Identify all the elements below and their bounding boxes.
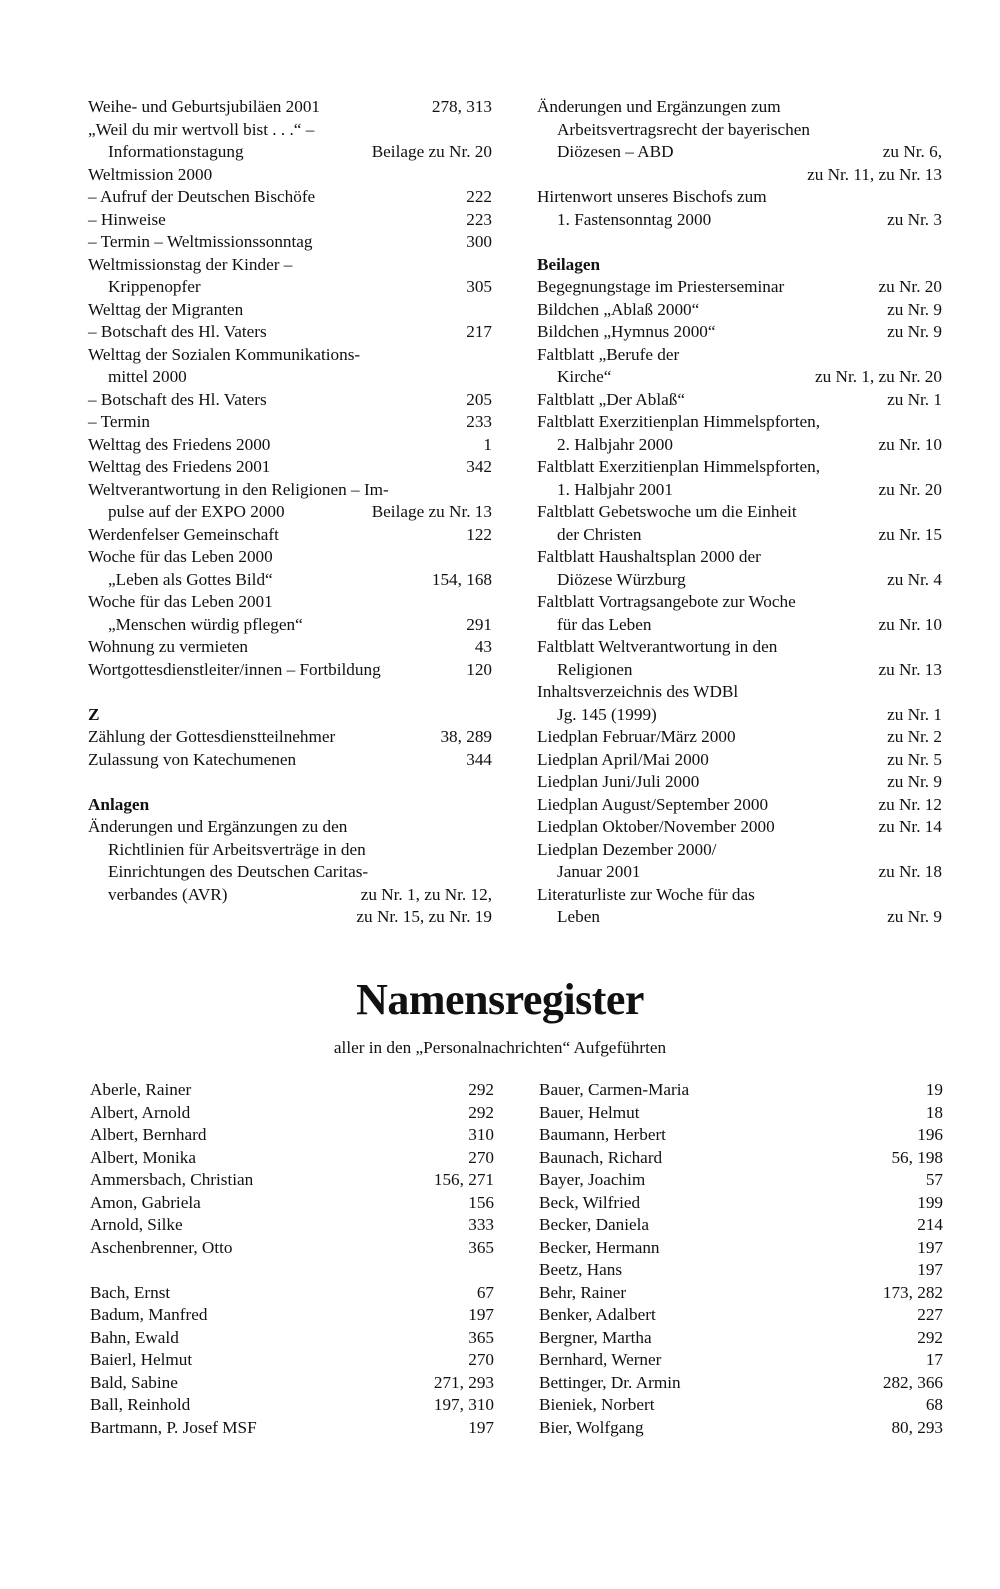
entry-reference: 57 bbox=[925, 1170, 943, 1189]
name-entry bbox=[90, 1147, 494, 1170]
entry-text: Benker, Adalbert bbox=[539, 1305, 656, 1324]
section-heading bbox=[88, 704, 492, 727]
index-entry bbox=[537, 164, 942, 187]
entry-text: Januar 2001 bbox=[557, 862, 641, 881]
index-entry bbox=[537, 479, 942, 502]
register-title: Namensregister bbox=[356, 975, 644, 1024]
entry-reference: 1 bbox=[483, 434, 492, 454]
entry-reference: zu Nr. 2 bbox=[887, 727, 942, 746]
index-entry bbox=[537, 96, 942, 119]
entry-text: Religionen bbox=[557, 659, 633, 679]
entry-reference: zu Nr. 1, zu Nr. 12, bbox=[360, 884, 492, 904]
index-entry bbox=[88, 411, 492, 434]
index-entry bbox=[537, 771, 942, 794]
index-entry bbox=[88, 726, 492, 749]
entry-text: Behr, Rainer bbox=[539, 1282, 627, 1302]
name-entry bbox=[90, 1372, 494, 1395]
entry-reference: 344 bbox=[466, 749, 492, 769]
entry-text: Bauer, Helmut bbox=[539, 1102, 640, 1122]
entry-reference: 278, 313 bbox=[431, 97, 492, 116]
entry-reference: 156, 271 bbox=[433, 1170, 494, 1189]
index-entry bbox=[88, 614, 492, 637]
entry-text: Badum, Manfred bbox=[90, 1305, 208, 1324]
index-entry bbox=[88, 209, 492, 232]
entry-text: Bieniek, Norbert bbox=[539, 1395, 655, 1414]
entry-text: Informationstagung bbox=[108, 142, 244, 161]
entry-reference: zu Nr. 20 bbox=[878, 277, 942, 296]
name-entry bbox=[539, 1417, 943, 1440]
entry-text: Begegnungstage im Priesterseminar bbox=[537, 277, 785, 296]
entry-reference: zu Nr. 9 bbox=[887, 322, 942, 341]
entry-text: Hirtenwort unseres Bischofs zum bbox=[537, 187, 767, 206]
entry-reference: zu Nr. 1 bbox=[887, 704, 942, 724]
name-entry bbox=[90, 1327, 494, 1350]
index-entry bbox=[88, 141, 492, 164]
entry-reference: zu Nr. 3 bbox=[887, 209, 942, 229]
index-entry bbox=[88, 749, 492, 772]
name-entry bbox=[539, 1349, 943, 1372]
entry-text: Wortgottesdienstleiter/innen – Fortbildung bbox=[88, 659, 381, 679]
name-entry bbox=[539, 1214, 943, 1237]
entry-reference: 80, 293 bbox=[891, 1417, 943, 1437]
name-entry bbox=[539, 1169, 943, 1192]
entry-text: Woche für das Leben 2001 bbox=[88, 592, 273, 611]
entry-reference: zu Nr. 9 bbox=[887, 299, 942, 319]
entry-text: Welttag des Friedens 2000 bbox=[88, 434, 271, 454]
entry-reference: 233 bbox=[466, 412, 492, 431]
index-entry bbox=[537, 861, 942, 884]
entry-text: – Botschaft des Hl. Vaters bbox=[88, 322, 267, 341]
entry-reference: 222 bbox=[466, 187, 492, 206]
name-entry bbox=[539, 1079, 943, 1102]
section-heading bbox=[537, 254, 942, 277]
index-entry bbox=[88, 524, 492, 547]
index-entry bbox=[88, 231, 492, 254]
entry-reference: 120 bbox=[466, 659, 492, 679]
name-entry bbox=[90, 1349, 494, 1372]
entry-reference: 223 bbox=[466, 209, 492, 229]
entry-text: Albert, Bernhard bbox=[90, 1125, 207, 1144]
entry-reference: 270 bbox=[468, 1147, 494, 1167]
index-entry bbox=[537, 501, 942, 524]
entry-reference: 154, 168 bbox=[431, 569, 492, 589]
index-entry bbox=[88, 254, 492, 277]
entry-reference: Beilage zu Nr. 13 bbox=[371, 502, 492, 521]
entry-text: – Aufruf der Deutschen Bischöfe bbox=[88, 187, 316, 206]
entry-text: Zulassung von Katechumenen bbox=[88, 749, 297, 769]
entry-text: 1. Fastensonntag 2000 bbox=[557, 209, 712, 229]
entry-reference: zu Nr. 1, zu Nr. 20 bbox=[815, 367, 942, 386]
entry-reference: 292 bbox=[468, 1080, 494, 1099]
index-column-left bbox=[88, 96, 492, 929]
register-subtitle: aller in den „Personalnachrichten“ Aufgeführten bbox=[333, 1038, 667, 1057]
index-entry bbox=[537, 884, 942, 907]
name-entry bbox=[90, 1124, 494, 1147]
index-entry bbox=[88, 456, 492, 479]
entry-text: Bildchen „Hymnus 2000“ bbox=[537, 322, 716, 341]
index-entry bbox=[537, 321, 942, 344]
entry-text: Weltmissionstag der Kinder – bbox=[88, 254, 293, 274]
names-column-left bbox=[90, 1079, 494, 1439]
entry-text: Bauer, Carmen-Maria bbox=[539, 1080, 690, 1099]
entry-text: mittel 2000 bbox=[108, 367, 187, 386]
entry-reference: 197 bbox=[917, 1237, 943, 1257]
index-entry bbox=[537, 141, 942, 164]
entry-reference: 365 bbox=[468, 1327, 494, 1347]
entry-reference: 197 bbox=[468, 1417, 494, 1437]
entry-text: Bahn, Ewald bbox=[90, 1327, 179, 1347]
entry-text: Liedplan Dezember 2000/ bbox=[537, 839, 717, 859]
name-entry bbox=[90, 1169, 494, 1192]
entry-reference: Beilage zu Nr. 20 bbox=[371, 142, 492, 161]
index-entry bbox=[88, 884, 492, 907]
entry-reference: 18 bbox=[925, 1102, 943, 1122]
entry-reference: 282, 366 bbox=[882, 1372, 943, 1392]
name-entry bbox=[539, 1304, 943, 1327]
name-entry bbox=[90, 1394, 494, 1417]
name-entry bbox=[539, 1327, 943, 1350]
entry-text: Einrichtungen des Deutschen Caritas- bbox=[108, 862, 369, 881]
entry-reference: 196 bbox=[917, 1125, 943, 1144]
entry-text: Amon, Gabriela bbox=[90, 1192, 201, 1212]
entry-reference: 156 bbox=[468, 1192, 494, 1212]
entry-reference: 122 bbox=[466, 524, 492, 544]
entry-reference: 197 bbox=[917, 1260, 943, 1279]
index-entry bbox=[88, 434, 492, 457]
entry-text: Weihe- und Geburtsjubiläen 2001 bbox=[88, 97, 321, 116]
entry-text: der Christen bbox=[557, 524, 642, 544]
index-entry bbox=[88, 636, 492, 659]
entry-text: Liedplan Februar/März 2000 bbox=[537, 727, 736, 746]
names-column-right bbox=[539, 1079, 943, 1439]
entry-text: Faltblatt Haushaltsplan 2000 der bbox=[537, 547, 761, 566]
entry-reference: 19 bbox=[925, 1080, 943, 1099]
entry-reference: 271, 293 bbox=[433, 1372, 494, 1392]
entry-text: Liedplan Juni/Juli 2000 bbox=[537, 772, 700, 791]
name-entry bbox=[539, 1259, 943, 1282]
index-entry bbox=[537, 749, 942, 772]
spacer bbox=[90, 1259, 494, 1282]
index-entry bbox=[88, 321, 492, 344]
entry-text: Diözesen – ABD bbox=[557, 142, 674, 161]
section-heading bbox=[88, 794, 492, 817]
index-entry bbox=[88, 299, 492, 322]
index-entry bbox=[88, 569, 492, 592]
entry-reference: 270 bbox=[468, 1350, 494, 1369]
entry-reference: 365 bbox=[468, 1237, 494, 1257]
entry-text: Bergner, Martha bbox=[539, 1327, 652, 1347]
entry-reference: zu Nr. 9 bbox=[887, 772, 942, 791]
name-entry bbox=[90, 1102, 494, 1125]
index-entry bbox=[537, 546, 942, 569]
index-entry bbox=[537, 276, 942, 299]
name-entry bbox=[539, 1394, 943, 1417]
entry-text: Jg. 145 (1999) bbox=[557, 704, 657, 724]
name-entry bbox=[539, 1147, 943, 1170]
entry-reference: 305 bbox=[466, 277, 492, 296]
entry-text: Bernhard, Werner bbox=[539, 1350, 662, 1369]
entry-text: Diözese Würzburg bbox=[557, 569, 686, 589]
entry-text: 1. Halbjahr 2001 bbox=[557, 479, 673, 499]
entry-text: Bald, Sabine bbox=[90, 1372, 178, 1392]
index-entry bbox=[88, 861, 492, 884]
index-entry bbox=[88, 164, 492, 187]
entry-text: Arbeitsvertragsrecht der bayerischen bbox=[557, 119, 810, 139]
entry-reference: 292 bbox=[917, 1327, 943, 1347]
heading-text: Beilagen bbox=[537, 254, 601, 274]
entry-reference: zu Nr. 9 bbox=[887, 907, 942, 926]
spacer bbox=[88, 681, 492, 704]
entry-text: Faltblatt Exerzitienplan Himmelspforten, bbox=[537, 457, 821, 476]
entry-text: Ball, Reinhold bbox=[90, 1395, 191, 1414]
entry-reference: 56, 198 bbox=[891, 1147, 943, 1167]
entry-text: pulse auf der EXPO 2000 bbox=[108, 502, 285, 521]
entry-text: Bildchen „Ablaß 2000“ bbox=[537, 299, 700, 319]
entry-text: Krippenopfer bbox=[108, 277, 201, 296]
heading-text: Z bbox=[88, 704, 100, 724]
entry-text: Leben bbox=[557, 907, 600, 926]
entry-text: Woche für das Leben 2000 bbox=[88, 547, 273, 566]
entry-text: Albert, Monika bbox=[90, 1147, 196, 1167]
entry-text: – Botschaft des Hl. Vaters bbox=[88, 389, 267, 409]
entry-text: Inhaltsverzeichnis des WDBl bbox=[537, 682, 739, 701]
entry-reference: 43 bbox=[474, 637, 492, 656]
entry-reference: zu Nr. 20 bbox=[878, 479, 942, 499]
entry-text: Bayer, Joachim bbox=[539, 1170, 646, 1189]
index-entry bbox=[537, 816, 942, 839]
entry-text: Welttag der Sozialen Kommunikations- bbox=[88, 344, 361, 364]
entry-reference: zu Nr. 14 bbox=[878, 817, 942, 836]
index-entry bbox=[88, 816, 492, 839]
entry-text: Liedplan August/September 2000 bbox=[537, 794, 769, 814]
entry-text: – Hinweise bbox=[88, 209, 166, 229]
entry-text: Literaturliste zur Woche für das bbox=[537, 884, 755, 904]
entry-text: Aschenbrenner, Otto bbox=[90, 1237, 233, 1257]
entry-text: Arnold, Silke bbox=[90, 1215, 183, 1234]
entry-text: Werdenfelser Gemeinschaft bbox=[88, 524, 279, 544]
index-entry bbox=[537, 704, 942, 727]
heading-text: Anlagen bbox=[88, 794, 150, 814]
entry-reference: 292 bbox=[468, 1102, 494, 1122]
entry-text: 2. Halbjahr 2000 bbox=[557, 434, 673, 454]
entry-reference: 173, 282 bbox=[882, 1282, 943, 1302]
entry-reference: 291 bbox=[466, 614, 492, 634]
index-entry bbox=[537, 366, 942, 389]
index-entry bbox=[88, 479, 492, 502]
entry-reference: 68 bbox=[925, 1395, 943, 1414]
name-entry bbox=[539, 1124, 943, 1147]
index-column-right bbox=[537, 96, 942, 929]
entry-reference: 38, 289 bbox=[440, 727, 492, 746]
entry-text: Aberle, Rainer bbox=[90, 1080, 192, 1099]
entry-text: „Menschen würdig pflegen“ bbox=[108, 614, 303, 634]
index-entry bbox=[537, 614, 942, 637]
index-entry bbox=[537, 591, 942, 614]
index-entry bbox=[88, 119, 492, 142]
index-entry bbox=[88, 839, 492, 862]
entry-text: – Termin – Weltmissionssonntag bbox=[88, 232, 313, 251]
index-entry bbox=[88, 186, 492, 209]
entry-text: Wohnung zu vermieten bbox=[88, 637, 248, 656]
entry-reference: zu Nr. 18 bbox=[878, 862, 942, 881]
spacer bbox=[537, 231, 942, 254]
entry-reference: 217 bbox=[466, 322, 492, 341]
index-entry bbox=[88, 501, 492, 524]
entry-reference: 67 bbox=[476, 1282, 494, 1302]
index-entry bbox=[537, 681, 942, 704]
index-entry bbox=[88, 389, 492, 412]
index-entry bbox=[537, 636, 942, 659]
entry-text: Welttag der Migranten bbox=[88, 299, 244, 319]
entry-reference: 214 bbox=[917, 1215, 943, 1234]
entry-reference: zu Nr. 5 bbox=[887, 749, 942, 769]
entry-text: „Weil du mir wertvoll bist . . .“ – bbox=[88, 119, 315, 139]
entry-text: Weltverantwortung in den Religionen – Im- bbox=[88, 479, 389, 499]
index-entry bbox=[88, 276, 492, 299]
index-entry bbox=[88, 546, 492, 569]
index-entry bbox=[537, 389, 942, 412]
name-entry bbox=[539, 1102, 943, 1125]
spacer bbox=[88, 771, 492, 794]
entry-reference: 199 bbox=[917, 1192, 943, 1212]
index-entry bbox=[537, 659, 942, 682]
index-entry bbox=[88, 366, 492, 389]
entry-reference: zu Nr. 10 bbox=[878, 614, 942, 634]
entry-text: Welttag des Friedens 2001 bbox=[88, 457, 271, 476]
entry-text: Liedplan Oktober/November 2000 bbox=[537, 817, 775, 836]
index-entry bbox=[537, 119, 942, 142]
index-entry bbox=[537, 299, 942, 322]
name-entry bbox=[539, 1192, 943, 1215]
name-entry bbox=[539, 1237, 943, 1260]
entry-text: Faltblatt „Berufe der bbox=[537, 344, 680, 364]
entry-text: Bach, Ernst bbox=[90, 1282, 171, 1302]
entry-reference: 205 bbox=[466, 389, 492, 409]
entry-text: Faltblatt „Der Ablaß“ bbox=[537, 389, 685, 409]
index-entry bbox=[537, 906, 942, 929]
entry-reference: 227 bbox=[917, 1305, 943, 1324]
name-entry bbox=[90, 1192, 494, 1215]
name-entry bbox=[90, 1282, 494, 1305]
entry-text: „Leben als Gottes Bild“ bbox=[108, 569, 273, 589]
entry-text: Zählung der Gottesdienstteilnehmer bbox=[88, 727, 336, 746]
entry-reference: zu Nr. 13 bbox=[878, 659, 942, 679]
entry-text: Kirche“ bbox=[557, 367, 612, 386]
entry-text: Liedplan April/Mai 2000 bbox=[537, 749, 709, 769]
index-entry bbox=[537, 209, 942, 232]
index-entry bbox=[88, 96, 492, 119]
name-entry bbox=[539, 1282, 943, 1305]
entry-reference: zu Nr. 15 bbox=[878, 524, 942, 544]
entry-text: Beetz, Hans bbox=[539, 1260, 623, 1279]
entry-reference: 17 bbox=[925, 1350, 943, 1369]
name-entry bbox=[90, 1079, 494, 1102]
entry-text: Beck, Wilfried bbox=[539, 1192, 641, 1212]
index-entry bbox=[537, 456, 942, 479]
entry-text: Faltblatt Exerzitienplan Himmelspforten, bbox=[537, 412, 821, 431]
entry-reference: zu Nr. 12 bbox=[878, 794, 942, 814]
entry-text: Becker, Hermann bbox=[539, 1237, 660, 1257]
entry-text: Baumann, Herbert bbox=[539, 1125, 666, 1144]
entry-text: Bier, Wolfgang bbox=[539, 1417, 644, 1437]
entry-reference: 300 bbox=[466, 232, 492, 251]
entry-text: für das Leben bbox=[557, 614, 652, 634]
entry-reference: zu Nr. 4 bbox=[887, 569, 942, 589]
entry-reference: 342 bbox=[466, 457, 492, 476]
entry-text: Faltblatt Vortragsangebote zur Woche bbox=[537, 592, 796, 611]
entry-reference: 197 bbox=[468, 1305, 494, 1324]
entry-reference: zu Nr. 11, zu Nr. 13 bbox=[807, 164, 942, 184]
index-entry bbox=[537, 794, 942, 817]
index-entry bbox=[88, 659, 492, 682]
entry-text: Faltblatt Weltverantwortung in den bbox=[537, 637, 778, 656]
entry-reference: zu Nr. 6, bbox=[882, 142, 942, 161]
index-entry bbox=[537, 839, 942, 862]
index-entry bbox=[537, 569, 942, 592]
entry-text: Becker, Daniela bbox=[539, 1215, 650, 1234]
entry-text: Faltblatt Gebetswoche um die Einheit bbox=[537, 502, 797, 521]
index-entry bbox=[88, 591, 492, 614]
name-entry bbox=[90, 1417, 494, 1440]
entry-text: Weltmission 2000 bbox=[88, 164, 213, 184]
entry-text: Richtlinien für Arbeitsverträge in den bbox=[108, 839, 366, 859]
entry-reference: zu Nr. 10 bbox=[878, 434, 942, 454]
entry-text: Ammersbach, Christian bbox=[90, 1170, 254, 1189]
index-entry bbox=[537, 524, 942, 547]
entry-reference: 333 bbox=[468, 1215, 494, 1234]
entry-text: Bettinger, Dr. Armin bbox=[539, 1372, 681, 1392]
entry-text: Änderungen und Ergänzungen zum bbox=[537, 97, 781, 116]
entry-text: Bartmann, P. Josef MSF bbox=[90, 1417, 257, 1437]
name-entry bbox=[539, 1372, 943, 1395]
index-entry bbox=[537, 434, 942, 457]
name-entry bbox=[90, 1214, 494, 1237]
entry-text: Änderungen und Ergänzungen zu den bbox=[88, 817, 348, 836]
entry-text: Baunach, Richard bbox=[539, 1147, 663, 1167]
index-entry bbox=[88, 344, 492, 367]
index-entry bbox=[537, 186, 942, 209]
entry-text: Baierl, Helmut bbox=[90, 1350, 193, 1369]
entry-reference: 197, 310 bbox=[433, 1395, 494, 1414]
entry-reference: 310 bbox=[468, 1125, 494, 1144]
entry-reference: zu Nr. 1 bbox=[887, 389, 942, 409]
entry-text: – Termin bbox=[88, 412, 150, 431]
index-entry bbox=[537, 344, 942, 367]
index-entry bbox=[537, 411, 942, 434]
entry-reference: zu Nr. 15, zu Nr. 19 bbox=[356, 907, 492, 926]
entry-text: verbandes (AVR) bbox=[108, 884, 228, 904]
index-entry bbox=[537, 726, 942, 749]
entry-text: Albert, Arnold bbox=[90, 1102, 191, 1122]
index-entry bbox=[88, 906, 492, 929]
name-entry bbox=[90, 1304, 494, 1327]
name-entry bbox=[90, 1237, 494, 1260]
